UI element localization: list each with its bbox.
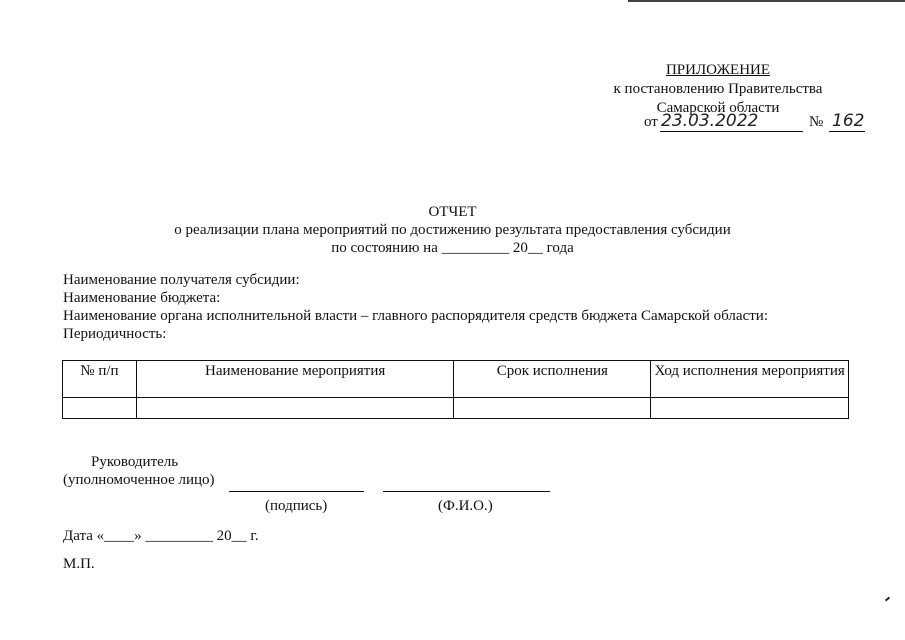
appendix-region-line: Самарской области [656,100,780,116]
report-title-block [0,203,905,257]
report-subtitle: о реализации плана мероприятий по достижению результата предоставления субсидии [174,222,731,238]
table-cell [63,398,137,419]
decree-date-handwritten: 23.03.2022 [661,111,759,131]
number-prefix: № [809,114,824,130]
col-header-deadline: Срок исполнения [454,361,651,398]
report-title: ОТЧЕТ [428,204,477,220]
name-line [383,491,550,492]
signature-line [229,491,364,492]
col-header-progress: Ход исполнения мероприятия [651,361,849,398]
field-recipient: Наименование получателя субсидии: [63,272,300,288]
date-line: Дата «____» _________ 20__ г. [63,528,259,544]
appendix-header [578,61,858,118]
report-fields [63,271,768,343]
report-as-of: по состоянию на _________ 20__ года [331,240,574,256]
table-row [63,398,849,419]
date-prefix: от [644,114,658,130]
col-header-number: № п/п [63,361,137,398]
signature-caption: (подпись) [265,498,328,514]
col-header-activity: Наименование мероприятия [136,361,454,398]
field-budget: Наименование бюджета: [63,290,221,306]
signatory-role: Руководитель [91,454,179,470]
decree-date-row [644,111,865,134]
activities-table [62,360,849,419]
decree-number-handwritten: 162 [832,111,865,131]
table-cell [136,398,454,419]
table-cell [651,398,849,419]
table-cell [454,398,651,419]
appendix-decree-line: к постановлению Правительства [613,81,823,97]
signatory-label [63,453,215,489]
table-header-row [63,361,849,398]
stamp-placeholder: М.П. [63,556,95,572]
field-periodicity: Периодичность: [63,326,167,342]
scan-mark [885,597,890,602]
number-underline [829,131,865,132]
signatory-role-note: (уполномоченное лицо) [63,472,215,488]
date-underline [660,131,803,132]
name-caption: (Ф.И.О.) [438,498,493,514]
field-authority: Наименование органа исполнительной власти – главного распорядителя средств бюджета Самарской области: [63,308,768,324]
appendix-title: ПРИЛОЖЕНИЕ [665,62,771,78]
scan-edge-line [628,0,905,2]
